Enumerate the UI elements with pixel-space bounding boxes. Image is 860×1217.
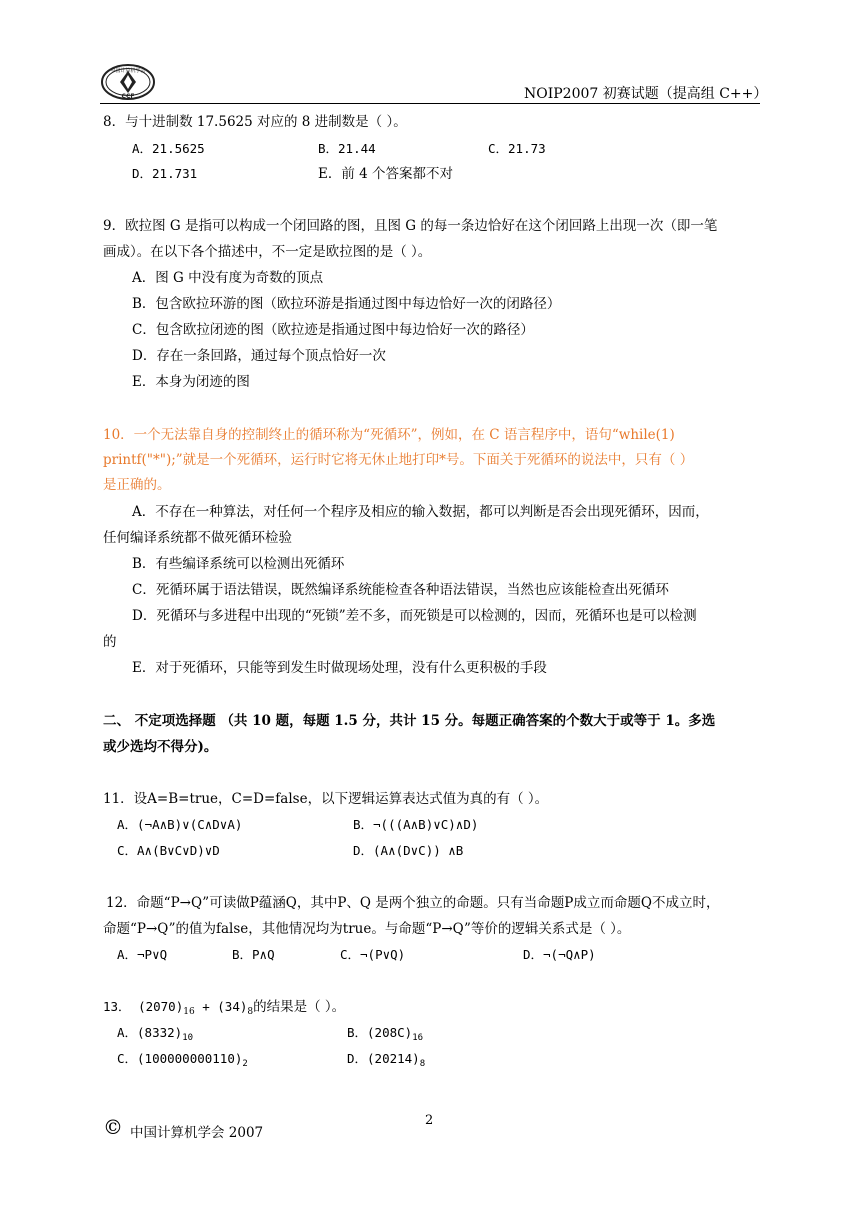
q9-option-e: E．本身为闭迹的图 xyxy=(132,374,250,390)
header-title: NOIP2007 初赛试题（提高组 C++） xyxy=(524,86,768,102)
q13-option-d-text: D．(20214) xyxy=(347,1051,420,1066)
section2-heading-line1: 二、 不定项选择题 （共 10 题，每题 1.5 分，共计 15 分。每题正确答案的个数大于或等于 1。多选 xyxy=(103,713,716,729)
q9-option-b: B．包含欧拉环游的图（欧拉环游是指通过图中每边恰好一次的闭路径） xyxy=(132,296,561,312)
q11-option-b: B．¬(((A∧B)∨C)∧D) xyxy=(353,817,479,832)
q13-stem-pre: 13． (2070) xyxy=(103,999,184,1014)
q11-option-c: C．A∧(B∨C∨D)∨D xyxy=(117,843,220,858)
q13-option-d xyxy=(347,1050,425,1073)
q10-stem-line1: 10．一个无法靠自身的控制终止的循环称为“死循环”，例如，在 C 语言程序中，语句“while(1) xyxy=(103,427,675,443)
section2-heading-line2: 或少选均不得分)。 xyxy=(103,739,218,755)
q13-option-a-base: 10 xyxy=(182,1033,194,1043)
q13-option-b xyxy=(347,1024,423,1047)
logo-text-top: 中国计算机学会 xyxy=(110,68,146,74)
q13-option-b-text: B．(208C) xyxy=(347,1025,413,1040)
q10-option-d-line1: D．死循环与多进程中出现的“死锁”差不多，而死锁是可以检测的，因而，死循环也是可以检测 xyxy=(132,608,697,624)
q13-option-a xyxy=(117,1024,193,1047)
q12-option-d: D．¬(¬Q∧P) xyxy=(523,947,596,962)
q9-option-c: C．包含欧拉闭迹的图（欧拉迹是指通过图中每边恰好一次的路径） xyxy=(132,322,534,338)
q11-option-a: A．(¬A∧B)∨(C∧D∨A) xyxy=(117,817,243,832)
q11-stem: 11．设A=B=true，C=D=false，以下逻辑运算表达式值为真的有（ ）。 xyxy=(103,791,549,807)
q10-option-e: E．对于死循环，只能等到发生时做现场处理，没有什么更积极的手段 xyxy=(132,660,547,676)
q13-stem-base1: 16 xyxy=(183,1007,195,1017)
q10-option-a-line2: 任何编译系统都不做死循环检验 xyxy=(103,530,292,546)
q13-option-d-base: 8 xyxy=(419,1059,426,1069)
header-divider xyxy=(100,103,760,104)
q13-option-c xyxy=(117,1050,248,1073)
page-number: 2 xyxy=(425,1113,434,1128)
logo-text-bottom: CCF xyxy=(121,93,135,100)
q8-option-b: B．21.44 xyxy=(318,141,376,156)
q8-option-d: D．21.731 xyxy=(132,166,198,181)
q12-option-a: A．¬P∨Q xyxy=(117,947,168,962)
q8-stem: 8．与十进制数 17.5625 对应的 8 进制数是（ ）。 xyxy=(103,114,407,130)
q13-option-c-text: C．(100000000110) xyxy=(117,1051,243,1066)
copyright-text: 中国计算机学会 2007 xyxy=(130,1125,264,1141)
q10-option-d-line2: 的 xyxy=(103,634,117,650)
q9-option-a: A．图 G 中没有度为奇数的顶点 xyxy=(132,270,324,286)
q9-stem-line1: 9．欧拉图 G 是指可以构成一个闭回路的图，且图 G 的每一条边恰好在这个闭回路上出现一次（即一笔 xyxy=(103,218,718,234)
q12-stem-line2: 命题“P→Q”的值为false，其他情况均为true。与命题“P→Q”等价的逻辑关系式是（ ）。 xyxy=(103,921,631,937)
q8-option-e: E．前 4 个答案都不对 xyxy=(318,166,454,182)
q13-option-b-base: 16 xyxy=(412,1033,424,1043)
q11-option-d: D．(A∧(D∨C)) ∧B xyxy=(353,843,464,858)
q13-option-a-text: A．(8332) xyxy=(117,1025,183,1040)
q13-stem-mid: + (34) xyxy=(194,999,248,1014)
q9-option-d: D．存在一条回路，通过每个顶点恰好一次 xyxy=(132,348,386,364)
q12-stem-line1: 12．命题“P→Q”可读做P蕴涵Q，其中P、Q 是两个独立的命题。只有当命题P成立而命题Q不成立时， xyxy=(106,895,720,911)
q10-option-b: B．有些编译系统可以检测出死循环 xyxy=(132,556,345,572)
q10-stem-line2: printf("*");”就是一个死循环，运行时它将无休止地打印*号。下面关于死循环的说法中，只有（ ） xyxy=(103,452,694,468)
q13-option-c-base: 2 xyxy=(242,1059,248,1069)
ccf-logo xyxy=(100,63,156,101)
q12-option-b: B．P∧Q xyxy=(232,947,275,962)
q10-stem-line3: 是正确的。 xyxy=(103,477,171,493)
q8-option-c: C．21.73 xyxy=(488,141,546,156)
q13-stem-post: 的结果是（ ）。 xyxy=(253,999,346,1015)
q13-stem xyxy=(103,998,345,1021)
q12-option-c: C．¬(P∨Q) xyxy=(340,947,406,962)
q8-option-a: A．21.5625 xyxy=(132,141,205,156)
q13-stem-base2: 8 xyxy=(247,1007,254,1017)
q10-option-a-line1: A．不存在一种算法，对任何一个程序及相应的输入数据，都可以判断是否会出现死循环，因而， xyxy=(132,504,709,520)
q9-stem-line2: 画成）。在以下各个描述中，不一定是欧拉图的是（ ）。 xyxy=(103,244,432,260)
q10-option-c: C．死循环属于语法错误，既然编译系统能检查各种语法错误，当然也应该能检查出死循环 xyxy=(132,582,669,598)
copyright-symbol: © xyxy=(103,1115,123,1139)
